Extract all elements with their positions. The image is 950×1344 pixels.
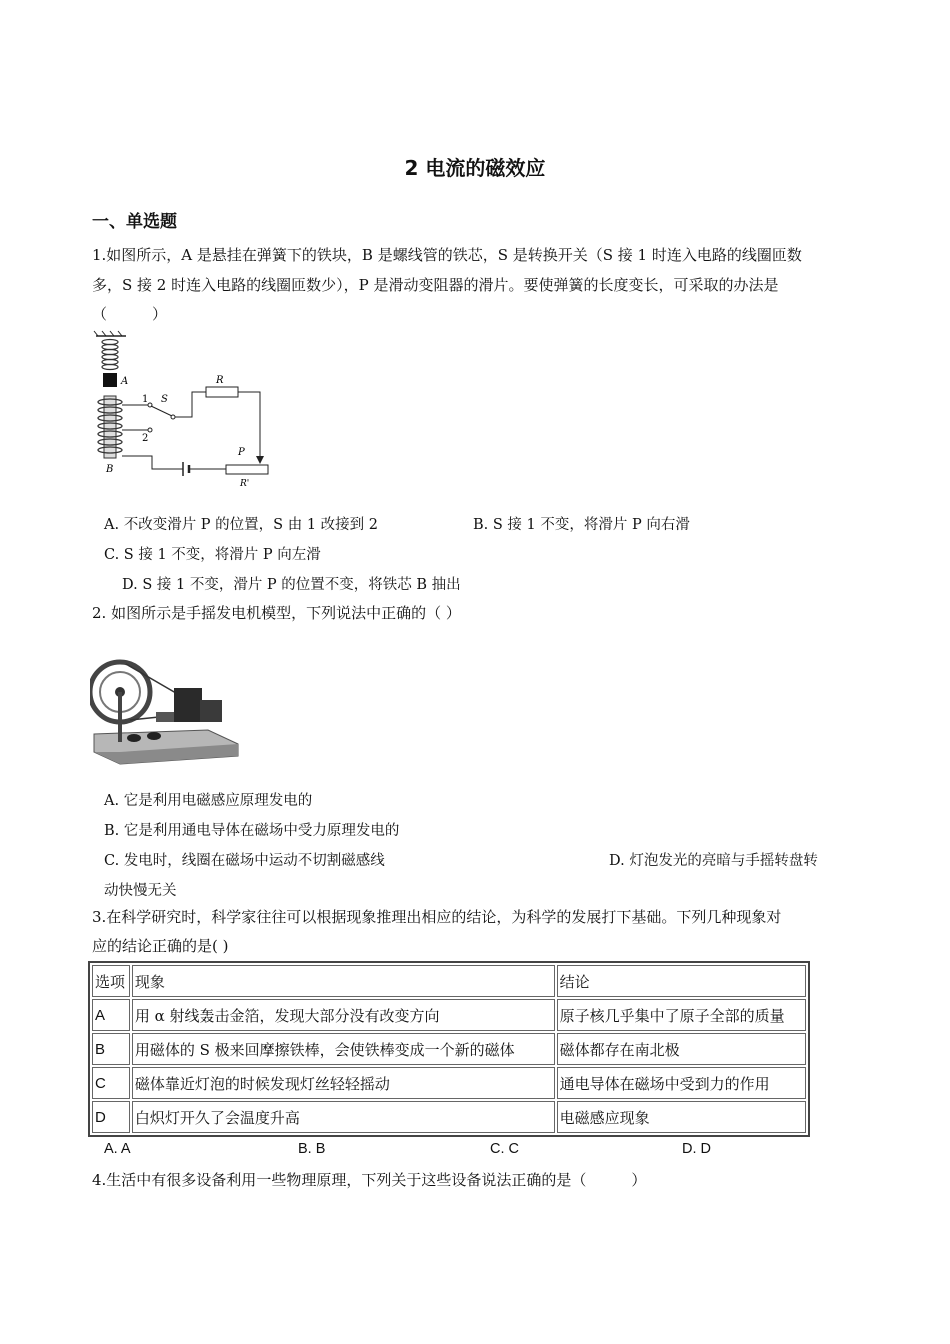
q1-option-a[interactable]: A. 不改变滑片 P 的位置，S 由 1 改接到 2 [104, 517, 378, 533]
q1-stem-line1: 1.如图所示，A 是悬挂在弹簧下的铁块，B 是螺线管的铁芯，S 是转换开关（S 接 1 时连入电路的线圈匝数 [92, 246, 802, 264]
table-cell: 磁体靠近灯泡的时候发现灯丝轻轻摇动 [132, 1067, 555, 1099]
q3-stem-line2: 应的结论正确的是( ) [92, 937, 229, 955]
terminal-2 [148, 428, 152, 432]
rheostat [226, 465, 268, 474]
q3-option-a[interactable]: A. A [104, 1141, 131, 1157]
q1-option-b[interactable]: B. S 接 1 不变，将滑片 P 向右滑 [473, 517, 690, 533]
q1-stem-line2: 多，S 接 2 时连入电路的线圈匝数少），P 是滑动变阻器的滑片。要使弹簧的长度变长，可采取的办法是 [92, 276, 779, 294]
q3-stem-line1: 3.在科学研究时，科学家往往可以根据现象推理出相应的结论，为科学的发展打下基础。下列几种现象对 [92, 908, 782, 926]
q1-circuit-figure [88, 330, 278, 490]
q2-option-a[interactable]: A. 它是利用电磁感应原理发电的 [104, 793, 313, 809]
iron-block-a [103, 373, 117, 387]
q3-option-d[interactable]: D. D [682, 1141, 711, 1157]
q3-option-b[interactable]: B. B [298, 1141, 326, 1157]
table-row [92, 999, 806, 1031]
q1-stem-line3: （ ） [92, 305, 168, 323]
table-cell: 白炽灯开久了会温度升高 [132, 1101, 555, 1133]
coil-block [200, 700, 222, 722]
q3-table [88, 961, 810, 1137]
terminal-knob [127, 734, 141, 742]
q4-stem: 4.生活中有很多设备利用一些物理原理，下列关于这些设备说法正确的是（ ） [92, 1171, 647, 1189]
label-rprime: R' [240, 479, 250, 489]
q2-generator-figure [90, 652, 242, 772]
switch-pivot [171, 415, 175, 419]
slider-arrow [256, 456, 264, 464]
table-cell: 用 α 射线轰击金箔，发现大部分没有改变方向 [132, 999, 555, 1031]
table-header-row [92, 965, 806, 997]
label-b: B [106, 464, 114, 475]
resistor-r [206, 387, 238, 397]
commutator [156, 712, 174, 722]
spring-icon [102, 340, 118, 370]
table-row [92, 1101, 806, 1133]
label-a: A [121, 376, 129, 387]
table-cell: C [92, 1067, 130, 1099]
label-s: S [161, 394, 168, 405]
header-cell: 现象 [132, 965, 555, 997]
q1-option-d[interactable]: D. S 接 1 不变，滑片 P 的位置不变，将铁芯 B 抽出 [122, 577, 461, 593]
table-cell: 通电导体在磁场中受到力的作用 [557, 1067, 806, 1099]
q2-option-b[interactable]: B. 它是利用通电导体在磁场中受力原理发电的 [104, 823, 400, 839]
table-cell: A [92, 999, 130, 1031]
wire-s-r [175, 392, 206, 417]
table-cell: 用磁体的 S 极来回摩擦铁棒，会使铁棒变成一个新的磁体 [132, 1033, 555, 1065]
terminal-knob [147, 732, 161, 740]
table-cell: D [92, 1101, 130, 1133]
wire-bottom-left [122, 456, 183, 469]
q2-option-c[interactable]: C. 发电时，线圈在磁场中运动不切割磁感线 [104, 853, 385, 869]
page-title: 2 电流的磁效应 [404, 156, 546, 180]
header-cell: 选项 [92, 965, 130, 997]
q2-stem: 2. 如图所示是手摇发电机模型，下列说法中正确的（ ） [92, 604, 461, 622]
switch-blade [151, 406, 172, 416]
q1-option-c[interactable]: C. S 接 1 不变，将滑片 P 向左滑 [104, 547, 321, 563]
q2-option-d-cont[interactable]: 动快慢无关 [104, 883, 177, 899]
q3-option-c[interactable]: C. C [490, 1141, 519, 1157]
label-r: R [216, 375, 224, 386]
table-row [92, 1067, 806, 1099]
table-cell: 磁体都存在南北极 [557, 1033, 806, 1065]
table-cell: 原子核几乎集中了原子全部的质量 [557, 999, 806, 1031]
label-1: 1 [142, 394, 149, 405]
label-p: P [238, 447, 245, 458]
table-cell: 电磁感应现象 [557, 1101, 806, 1133]
table-cell: B [92, 1033, 130, 1065]
section-heading: 一、单选题 [92, 212, 177, 232]
table-row [92, 1033, 806, 1065]
magnet-block [174, 688, 202, 722]
q2-option-d[interactable]: D. 灯泡发光的亮暗与手摇转盘转 [609, 853, 818, 869]
header-cell: 结论 [557, 965, 806, 997]
label-2: 2 [142, 433, 149, 444]
